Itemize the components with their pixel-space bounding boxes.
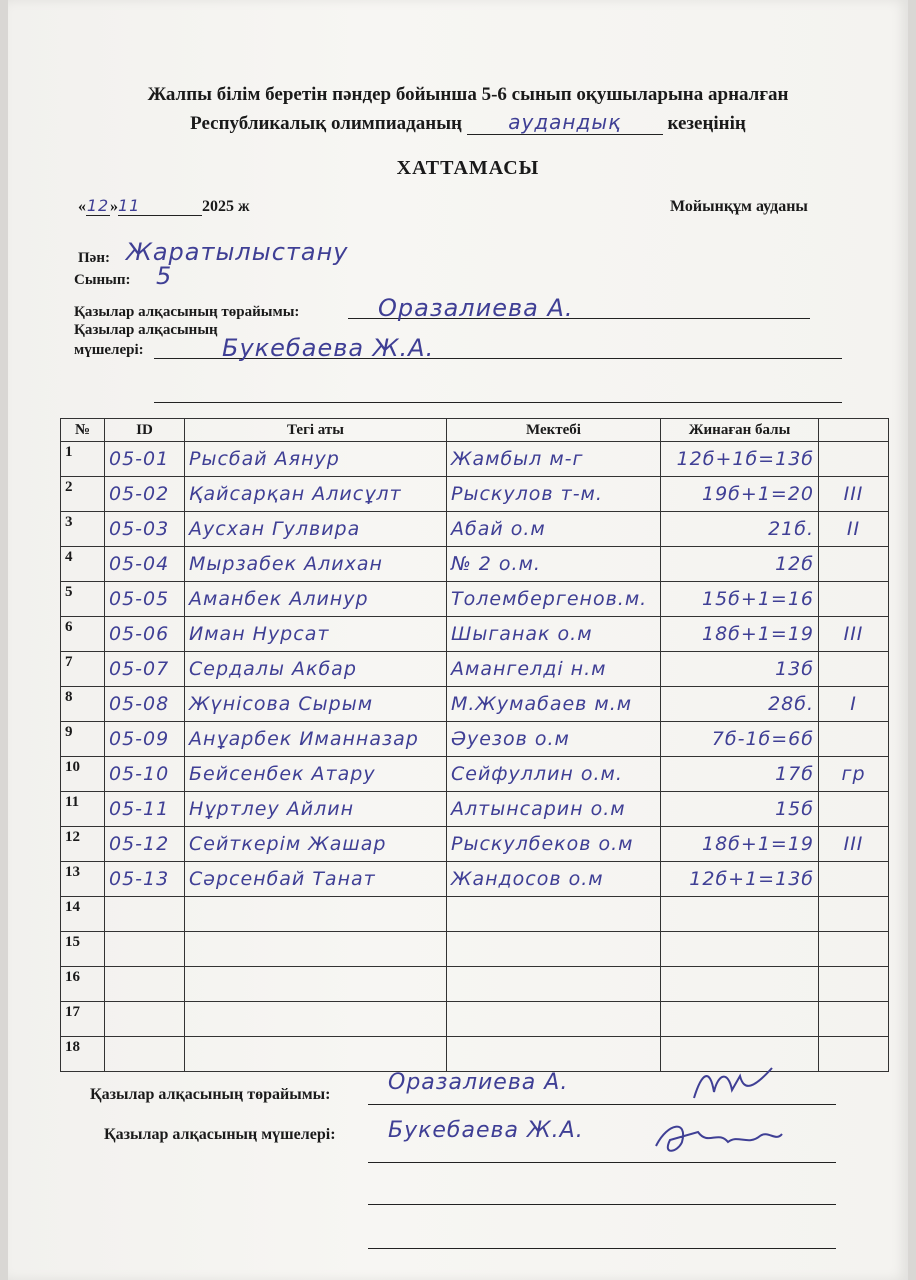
- cell-name: Аусхан Гулвира: [185, 512, 447, 547]
- table-row: [61, 897, 889, 932]
- jury-members-label-2: мүшелері:: [74, 342, 144, 358]
- header-line-2-prefix: Республикалық олимпиаданың: [190, 113, 462, 134]
- cell-score: 18б+1=19: [661, 827, 819, 862]
- cell-place: гр: [819, 757, 889, 792]
- cell-school: Жамбыл м-г: [447, 442, 661, 477]
- cell-id: 05-06: [105, 617, 185, 652]
- table-row: [61, 652, 889, 687]
- cell-school: М.Жумабаев м.м: [447, 687, 661, 722]
- header-line-1: Жалпы білім беретін пәндер бойынша 5-6 сынып оқушыларына арналған: [147, 84, 789, 105]
- cell-name: Аманбек Алинур: [185, 582, 447, 617]
- date-open-quote: «: [78, 198, 86, 215]
- jury-chair-value: Оразалиева А.: [378, 294, 574, 322]
- cell-place: III: [819, 477, 889, 512]
- cell-place: [819, 897, 889, 932]
- header-line-2-suffix: кезеңінің: [667, 113, 746, 134]
- table-row: [61, 1002, 889, 1037]
- table-row: [61, 862, 889, 897]
- cell-name: [185, 1037, 447, 1072]
- cell-number: 11: [61, 792, 105, 827]
- header-name: Тегі аты: [185, 419, 447, 442]
- cell-id: [105, 932, 185, 967]
- cell-school: Сейфуллин о.м.: [447, 757, 661, 792]
- cell-number: 13: [61, 862, 105, 897]
- cell-name: Бейсенбек Атару: [185, 757, 447, 792]
- table-row: [61, 757, 889, 792]
- cell-id: 05-01: [105, 442, 185, 477]
- cell-id: 05-05: [105, 582, 185, 617]
- table-row: [61, 687, 889, 722]
- cell-score: 17б: [661, 757, 819, 792]
- footer-chair-value: Оразалиева А.: [388, 1070, 569, 1095]
- table-row: [61, 547, 889, 582]
- header-school: Мектебі: [447, 419, 661, 442]
- cell-name: Мырзабек Алихан: [185, 547, 447, 582]
- cell-place: [819, 967, 889, 1002]
- cell-number: 7: [61, 652, 105, 687]
- district-name: Мойынқұм ауданы: [670, 198, 808, 215]
- table-row: [61, 792, 889, 827]
- cell-name: Жүнісова Сырым: [185, 687, 447, 722]
- cell-name: Сейткерім Жашар: [185, 827, 447, 862]
- cell-school: Амангелді н.м: [447, 652, 661, 687]
- cell-score: 12б+1=13б: [661, 862, 819, 897]
- cell-place: [819, 582, 889, 617]
- cell-id: [105, 1002, 185, 1037]
- cell-id: [105, 897, 185, 932]
- cell-place: II: [819, 512, 889, 547]
- cell-school: [447, 967, 661, 1002]
- footer-members-line-3: [368, 1248, 836, 1249]
- cell-name: Сердалы Акбар: [185, 652, 447, 687]
- cell-place: [819, 442, 889, 477]
- table-row: [61, 967, 889, 1002]
- date-close-quote: »: [110, 198, 118, 215]
- member-signature-mark: [648, 1112, 788, 1162]
- cell-school: Толембергенов.м.: [447, 582, 661, 617]
- cell-score: 15б: [661, 792, 819, 827]
- date-year: 2025 ж: [202, 198, 250, 215]
- table-row: [61, 827, 889, 862]
- cell-score: 12б: [661, 547, 819, 582]
- footer-members-line-2: [368, 1204, 836, 1205]
- cell-place: [819, 862, 889, 897]
- cell-number: 4: [61, 547, 105, 582]
- footer-members-line-1: [368, 1162, 836, 1163]
- cell-id: 05-07: [105, 652, 185, 687]
- cell-place: [819, 722, 889, 757]
- chair-signature-mark: [688, 1062, 778, 1106]
- cell-number: 6: [61, 617, 105, 652]
- cell-school: Жандосов о.м: [447, 862, 661, 897]
- results-table: [60, 418, 889, 1072]
- cell-id: 05-02: [105, 477, 185, 512]
- footer-members-label: Қазылар алқасының мүшелері:: [104, 1126, 336, 1143]
- cell-score: 12б+1б=13б: [661, 442, 819, 477]
- cell-place: III: [819, 827, 889, 862]
- jury-members-label-1: Қазылар алқасының: [74, 322, 218, 338]
- table-row: [61, 617, 889, 652]
- table-body: [61, 442, 889, 1072]
- cell-place: [819, 1037, 889, 1072]
- cell-school: Рыскулбеков о.м: [447, 827, 661, 862]
- cell-number: 9: [61, 722, 105, 757]
- cell-id: 05-08: [105, 687, 185, 722]
- cell-number: 2: [61, 477, 105, 512]
- grade-value: 5: [156, 262, 173, 290]
- cell-score: 15б+1=16: [661, 582, 819, 617]
- table-row: [61, 512, 889, 547]
- cell-name: Нұртлеу Айлин: [185, 792, 447, 827]
- cell-name: Сәрсенбай Танат: [185, 862, 447, 897]
- cell-school: Алтынсарин о.м: [447, 792, 661, 827]
- document-title: ХАТТАМАСЫ: [396, 157, 540, 179]
- grade-label: Сынып:: [74, 272, 131, 288]
- cell-name: Анұарбек Иманназар: [185, 722, 447, 757]
- table-row: [61, 442, 889, 477]
- cell-name: [185, 967, 447, 1002]
- cell-number: 1: [61, 442, 105, 477]
- cell-number: 10: [61, 757, 105, 792]
- cell-school: Абай о.м: [447, 512, 661, 547]
- cell-number: 16: [61, 967, 105, 1002]
- table-row: [61, 477, 889, 512]
- cell-number: 15: [61, 932, 105, 967]
- cell-place: I: [819, 687, 889, 722]
- cell-number: 18: [61, 1037, 105, 1072]
- cell-school: [447, 897, 661, 932]
- cell-id: 05-09: [105, 722, 185, 757]
- jury-members-line-2: [154, 402, 842, 403]
- cell-score: 19б+1=20: [661, 477, 819, 512]
- cell-place: [819, 652, 889, 687]
- header-place: [819, 419, 889, 442]
- subject-label: Пән:: [78, 250, 110, 266]
- subject-value: Жаратылыстану: [126, 238, 349, 266]
- cell-id: 05-04: [105, 547, 185, 582]
- table-header-row: [61, 419, 889, 442]
- cell-id: [105, 1037, 185, 1072]
- cell-score: 18б+1=19: [661, 617, 819, 652]
- date-field: [78, 196, 250, 216]
- cell-score: [661, 932, 819, 967]
- cell-id: 05-12: [105, 827, 185, 862]
- cell-school: Шыганак о.м: [447, 617, 661, 652]
- jury-chair-label: Қазылар алқасының төрайымы:: [74, 304, 300, 320]
- cell-id: 05-03: [105, 512, 185, 547]
- cell-place: [819, 932, 889, 967]
- table-row: [61, 582, 889, 617]
- cell-score: [661, 967, 819, 1002]
- footer-members-value: Букебаева Ж.А.: [388, 1118, 584, 1143]
- cell-number: 12: [61, 827, 105, 862]
- jury-members-value: Букебаева Ж.А.: [222, 334, 435, 362]
- header-score: Жинаған балы: [661, 419, 819, 442]
- protocol-sheet: [8, 0, 908, 1280]
- cell-name: Қайсарқан Алисұлт: [185, 477, 447, 512]
- cell-id: [105, 967, 185, 1002]
- cell-number: 5: [61, 582, 105, 617]
- cell-school: [447, 1002, 661, 1037]
- date-day: 12: [86, 196, 110, 215]
- cell-place: [819, 547, 889, 582]
- cell-score: [661, 1002, 819, 1037]
- cell-score: 7б-1б=6б: [661, 722, 819, 757]
- table-row: [61, 722, 889, 757]
- cell-name: Рысбай Аянур: [185, 442, 447, 477]
- cell-place: [819, 792, 889, 827]
- cell-school: Әуезов о.м: [447, 722, 661, 757]
- cell-place: [819, 1002, 889, 1037]
- footer-chair-label: Қазылар алқасының төрайымы:: [90, 1086, 331, 1103]
- cell-score: [661, 897, 819, 932]
- cell-number: 14: [61, 897, 105, 932]
- header-line-2: [88, 110, 848, 135]
- header-id: ID: [105, 419, 185, 442]
- cell-number: 17: [61, 1002, 105, 1037]
- cell-name: [185, 1002, 447, 1037]
- cell-number: 8: [61, 687, 105, 722]
- table-row: [61, 932, 889, 967]
- cell-number: 3: [61, 512, 105, 547]
- cell-school: Рыскулов т-м.: [447, 477, 661, 512]
- stage-field: аудандық: [467, 110, 663, 135]
- cell-id: 05-11: [105, 792, 185, 827]
- cell-score: 21б.: [661, 512, 819, 547]
- cell-id: 05-10: [105, 757, 185, 792]
- cell-name: [185, 897, 447, 932]
- cell-score: 28б.: [661, 687, 819, 722]
- header-number: №: [61, 419, 105, 442]
- date-month: 11: [118, 196, 202, 216]
- cell-name: Иман Нурсат: [185, 617, 447, 652]
- cell-place: III: [819, 617, 889, 652]
- cell-name: [185, 932, 447, 967]
- cell-school: [447, 1037, 661, 1072]
- cell-school: № 2 о.м.: [447, 547, 661, 582]
- cell-id: 05-13: [105, 862, 185, 897]
- cell-school: [447, 932, 661, 967]
- cell-score: 13б: [661, 652, 819, 687]
